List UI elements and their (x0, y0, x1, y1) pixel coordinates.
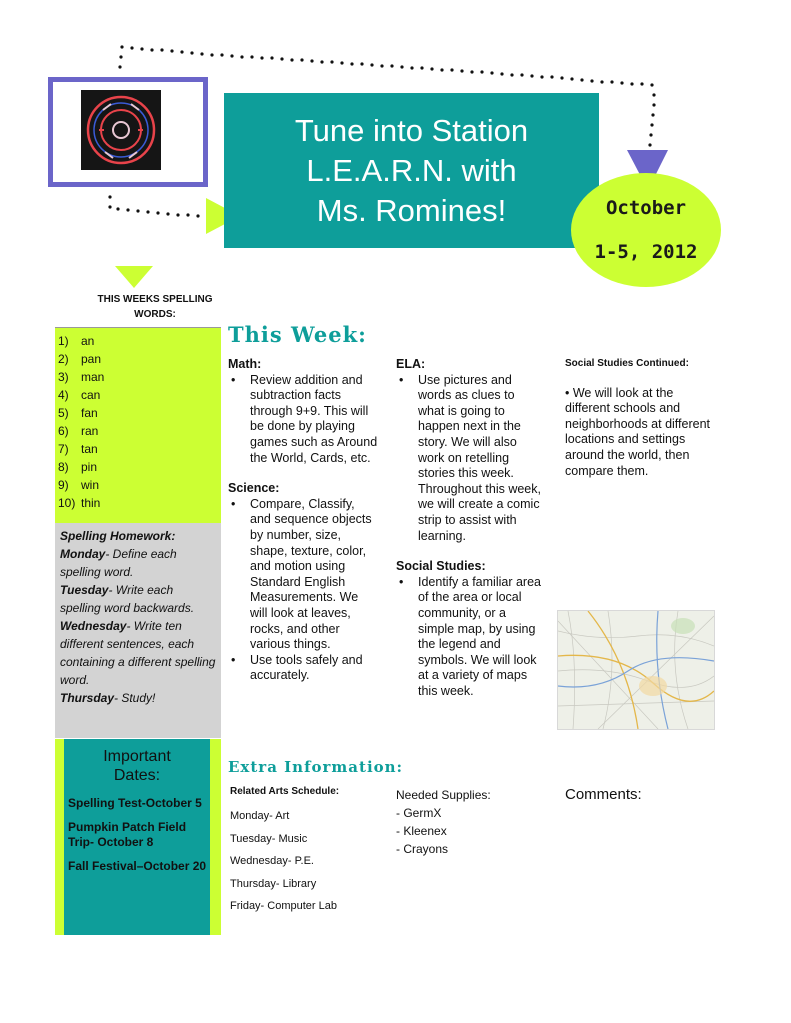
spelling-heading (70, 292, 240, 322)
homework-task: - Write each spelling word backwards. (60, 583, 195, 615)
list-item (58, 440, 221, 458)
list-item (58, 458, 221, 476)
title-line: Ms. Romines! (316, 192, 507, 228)
date-item: Fall Festival–October 20 (68, 859, 207, 873)
social-studies-heading: Social Studies: (396, 559, 486, 574)
list-item (58, 332, 221, 350)
list-number: 1) (58, 334, 69, 348)
spelling-word: man (81, 370, 105, 384)
comments-label: Comments: (565, 786, 642, 803)
homework-title: Spelling Homework: (60, 529, 176, 543)
title-line: L.E.A.R.N. with (306, 152, 517, 188)
homework-task: - Define each spelling word. (60, 547, 177, 579)
list-item (58, 494, 221, 512)
list-item: • Compare, Classify, and sequence objects by number, size, shape, texture, color, and motion using Standard English Measurements. We will look at leaves, rocks, and other various things. (228, 497, 378, 653)
related-arts-heading: Related Arts Schedule: (230, 786, 340, 797)
road-map-image (557, 610, 715, 730)
spelling-heading-line: THIS WEEKS SPELLING (97, 294, 213, 305)
math-science-column (228, 357, 378, 684)
homework-task: - Study! (114, 691, 156, 705)
schedule-item: Friday- Computer Lab (230, 900, 337, 912)
list-item (58, 386, 221, 404)
list-number: 7) (58, 442, 69, 456)
supplies-heading: Needed Supplies: (396, 788, 491, 802)
ela-heading: ELA: (396, 357, 426, 371)
math-heading: Math: (228, 357, 262, 371)
list-item: • Use tools safely and accurately. (228, 653, 378, 684)
spelling-word: win (81, 478, 100, 492)
supply-item: - GermX (396, 806, 442, 820)
related-arts-schedule (230, 785, 380, 918)
list-item (58, 368, 221, 386)
ela-social-studies-column (396, 357, 542, 699)
list-number: 9) (58, 478, 69, 492)
list-item: • Identify a familiar area of the area or local community, or a simple map, by using the legend and symbols. We will look at a variety of maps this week. (396, 575, 542, 700)
list-item: • Review addition and subtraction facts through 9+9. This will be done by playing games such as Around the World, Cards, etc. (228, 373, 378, 467)
list-number: 4) (58, 388, 69, 402)
list-number: 8) (58, 460, 69, 474)
spelling-homework (55, 523, 221, 738)
this-week-heading: This Week: (228, 322, 367, 347)
social-studies-continued (565, 356, 715, 479)
list-number: 10) (58, 496, 76, 510)
spelling-word-list (55, 327, 221, 524)
spelling-word: fan (81, 406, 98, 420)
list-number: 5) (58, 406, 69, 420)
dates-title-line: Dates: (113, 767, 161, 784)
date-range: 1-5, 2012 (594, 241, 698, 263)
date-item: Spelling Test-October 5 (68, 796, 202, 810)
schedule-item: Wednesday- P.E. (230, 855, 314, 867)
list-item (58, 476, 221, 494)
schedule-item: Monday- Art (230, 810, 290, 822)
extra-information-heading: Extra Information: (228, 758, 404, 776)
dates-title-line: Important (103, 748, 171, 765)
spelling-heading-line: WORDS: (134, 309, 176, 320)
date-item: Pumpkin Patch Field Trip- October 8 (68, 820, 187, 849)
homework-day: Tuesday (60, 583, 109, 597)
supply-item: - Crayons (396, 842, 449, 856)
spelling-word: an (81, 334, 95, 348)
spelling-word: pan (81, 352, 102, 366)
list-number: 6) (58, 424, 69, 438)
homework-task: - Write ten different sentences, each containing a different spelling word. (60, 619, 216, 687)
list-number: 3) (58, 370, 69, 384)
list-number: 2) (58, 352, 69, 366)
spelling-word: pin (81, 460, 98, 474)
homework-day: Monday (60, 547, 106, 561)
list-item: • Use pictures and words as clues to what is going to happen next in the story. We will also work on retelling stories this week. Throughout this week, we will create a comic strip to assist with learning. (396, 373, 542, 545)
spelling-word: ran (81, 424, 99, 438)
schedule-item: Tuesday- Music (230, 832, 308, 845)
list-item (58, 422, 221, 440)
social-studies-continued-heading: Social Studies Continued: (565, 358, 689, 369)
title-line: Tune into Station (294, 112, 529, 148)
newsletter-title (224, 93, 599, 248)
needed-supplies (396, 786, 546, 858)
homework-day: Wednesday (60, 619, 127, 633)
important-dates-title (64, 747, 210, 785)
rock-n-roll-logo-icon (81, 90, 161, 170)
important-dates (64, 739, 210, 935)
supply-item: - Kleenex (396, 824, 447, 838)
science-heading: Science: (228, 481, 280, 496)
list-item (58, 404, 221, 422)
list-item (58, 350, 221, 368)
spelling-word: can (81, 388, 101, 402)
spelling-word: tan (81, 442, 98, 456)
social-studies-continued-text: • We will look at the different schools and neighborhoods at different locations and settings around the world, then compare them. (565, 385, 711, 478)
date-badge (571, 173, 721, 287)
homework-day: Thursday (60, 691, 115, 705)
schedule-item: Thursday- Library (230, 877, 317, 890)
date-month: October (605, 197, 687, 219)
spelling-word: thin (81, 496, 101, 510)
